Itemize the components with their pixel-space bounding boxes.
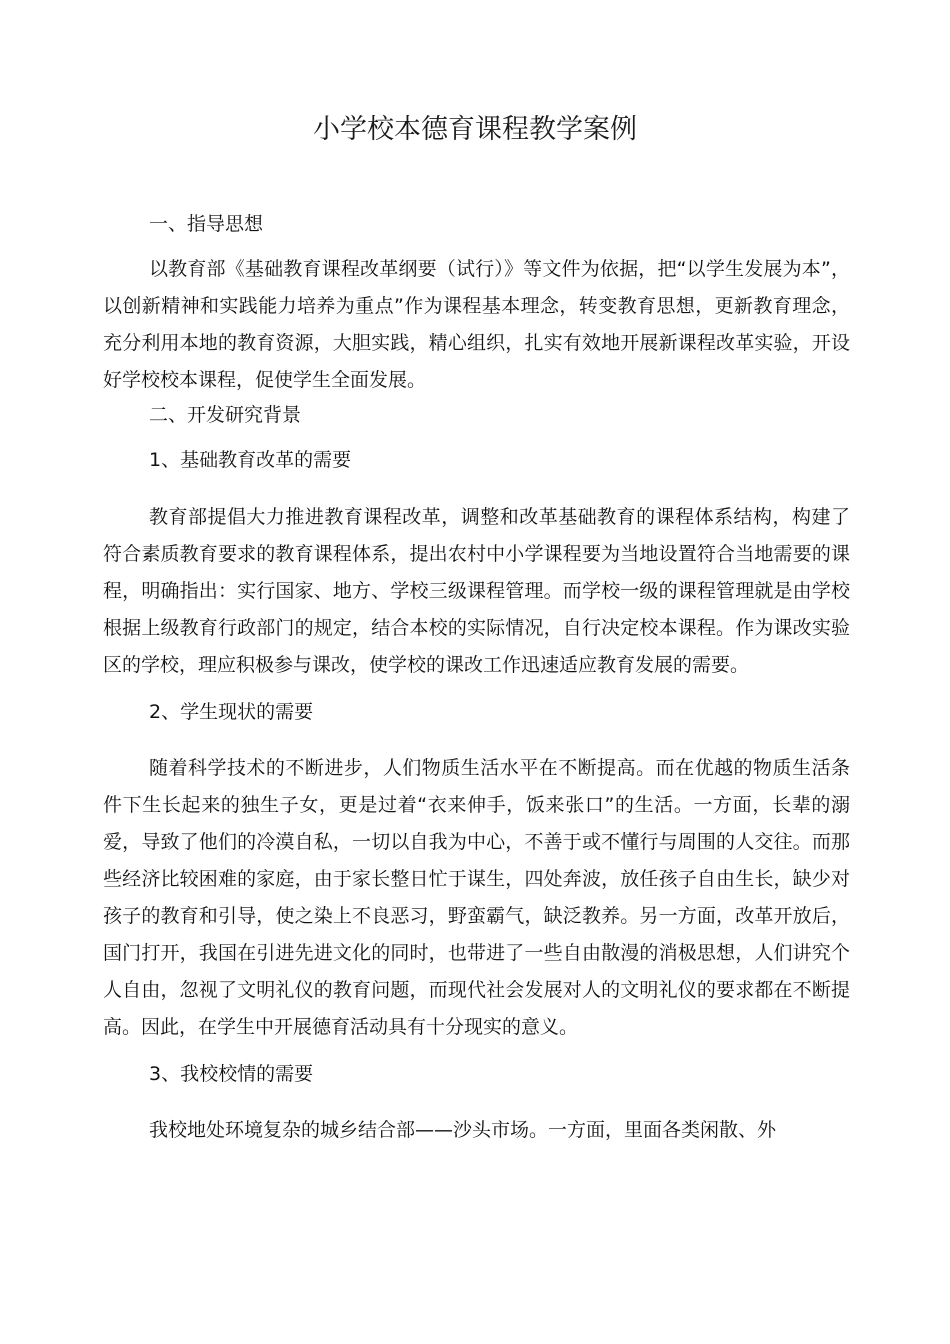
subsection-heading-basic-education-reform: 1、基础教育改革的需要 <box>149 449 352 471</box>
section-heading-background: 二、开发研究背景 <box>149 404 302 426</box>
document-title: 小学校本德育课程教学案例 <box>313 114 637 145</box>
subsection-heading-school-situation: 3、我校校情的需要 <box>149 1063 314 1085</box>
paragraph-guiding-ideology: 以教育部《基础教育课程改革纲要（试行）》等文件为依据，把“以学生发展为本”，以创新精神和实践能力培养为重点”作为课程基本理念，转变教育思想，更新教育理念，充分利用本地的教育资源，大胆实践，精心组织，扎实有效地开展新课程改革实验，开设好学校校本课程，促使学生全面发展。 <box>103 258 850 391</box>
document-body <box>103 212 850 1149</box>
subsection-heading-student-status: 2、学生现状的需要 <box>149 701 314 723</box>
paragraph-school-situation: 我校地处环境复杂的城乡结合部——沙头市场。一方面，里面各类闲散、外 <box>149 1119 777 1141</box>
paragraph-basic-education-reform: 教育部提倡大力推进教育课程改革，调整和改革基础教育的课程体系结构，构建了符合素质教育要求的教育课程体系，提出农村中小学课程要为当地设置符合当地需要的课程，明确指出：实行国家、地方、学校三级课程管理。而学校一级的课程管理就是由学校根据上级教育行政部门的规定，结合本校的实际情况，自行决定校本课程。作为课改实验区的学校，理应积极参与课改，使学校的课改工作迅速适应教育发展的需要。 <box>103 506 850 676</box>
paragraph-student-status: 随着科学技术的不断进步，人们物质生活水平在不断提高。而在优越的物质生活条件下生长起来的独生子女，更是过着“衣来伸手，饭来张口”的生活。一方面，长辈的溺爱，导致了他们的冷漠自私，一切以自我为中心，不善于或不懂行与周围的人交往。而那些经济比较困难的家庭，由于家长整日忙于谋生，四处奔波，放任孩子自由生长，缺少对孩子的教育和引导，使之染上不良恶习，野蛮霸气，缺泛教养。另一方面，改革开放后，国门打开，我国在引进先进文化的同时，也带进了一些自由散漫的消极思想，人们讲究个人自由，忽视了文明礼仪的教育问题，而现代社会发展对人的文明礼仪的要求都在不断提高。因此，在学生中开展德育活动具有十分现实的意义。 <box>103 757 850 1038</box>
section-heading-guiding-ideology: 一、指导思想 <box>149 213 264 235</box>
